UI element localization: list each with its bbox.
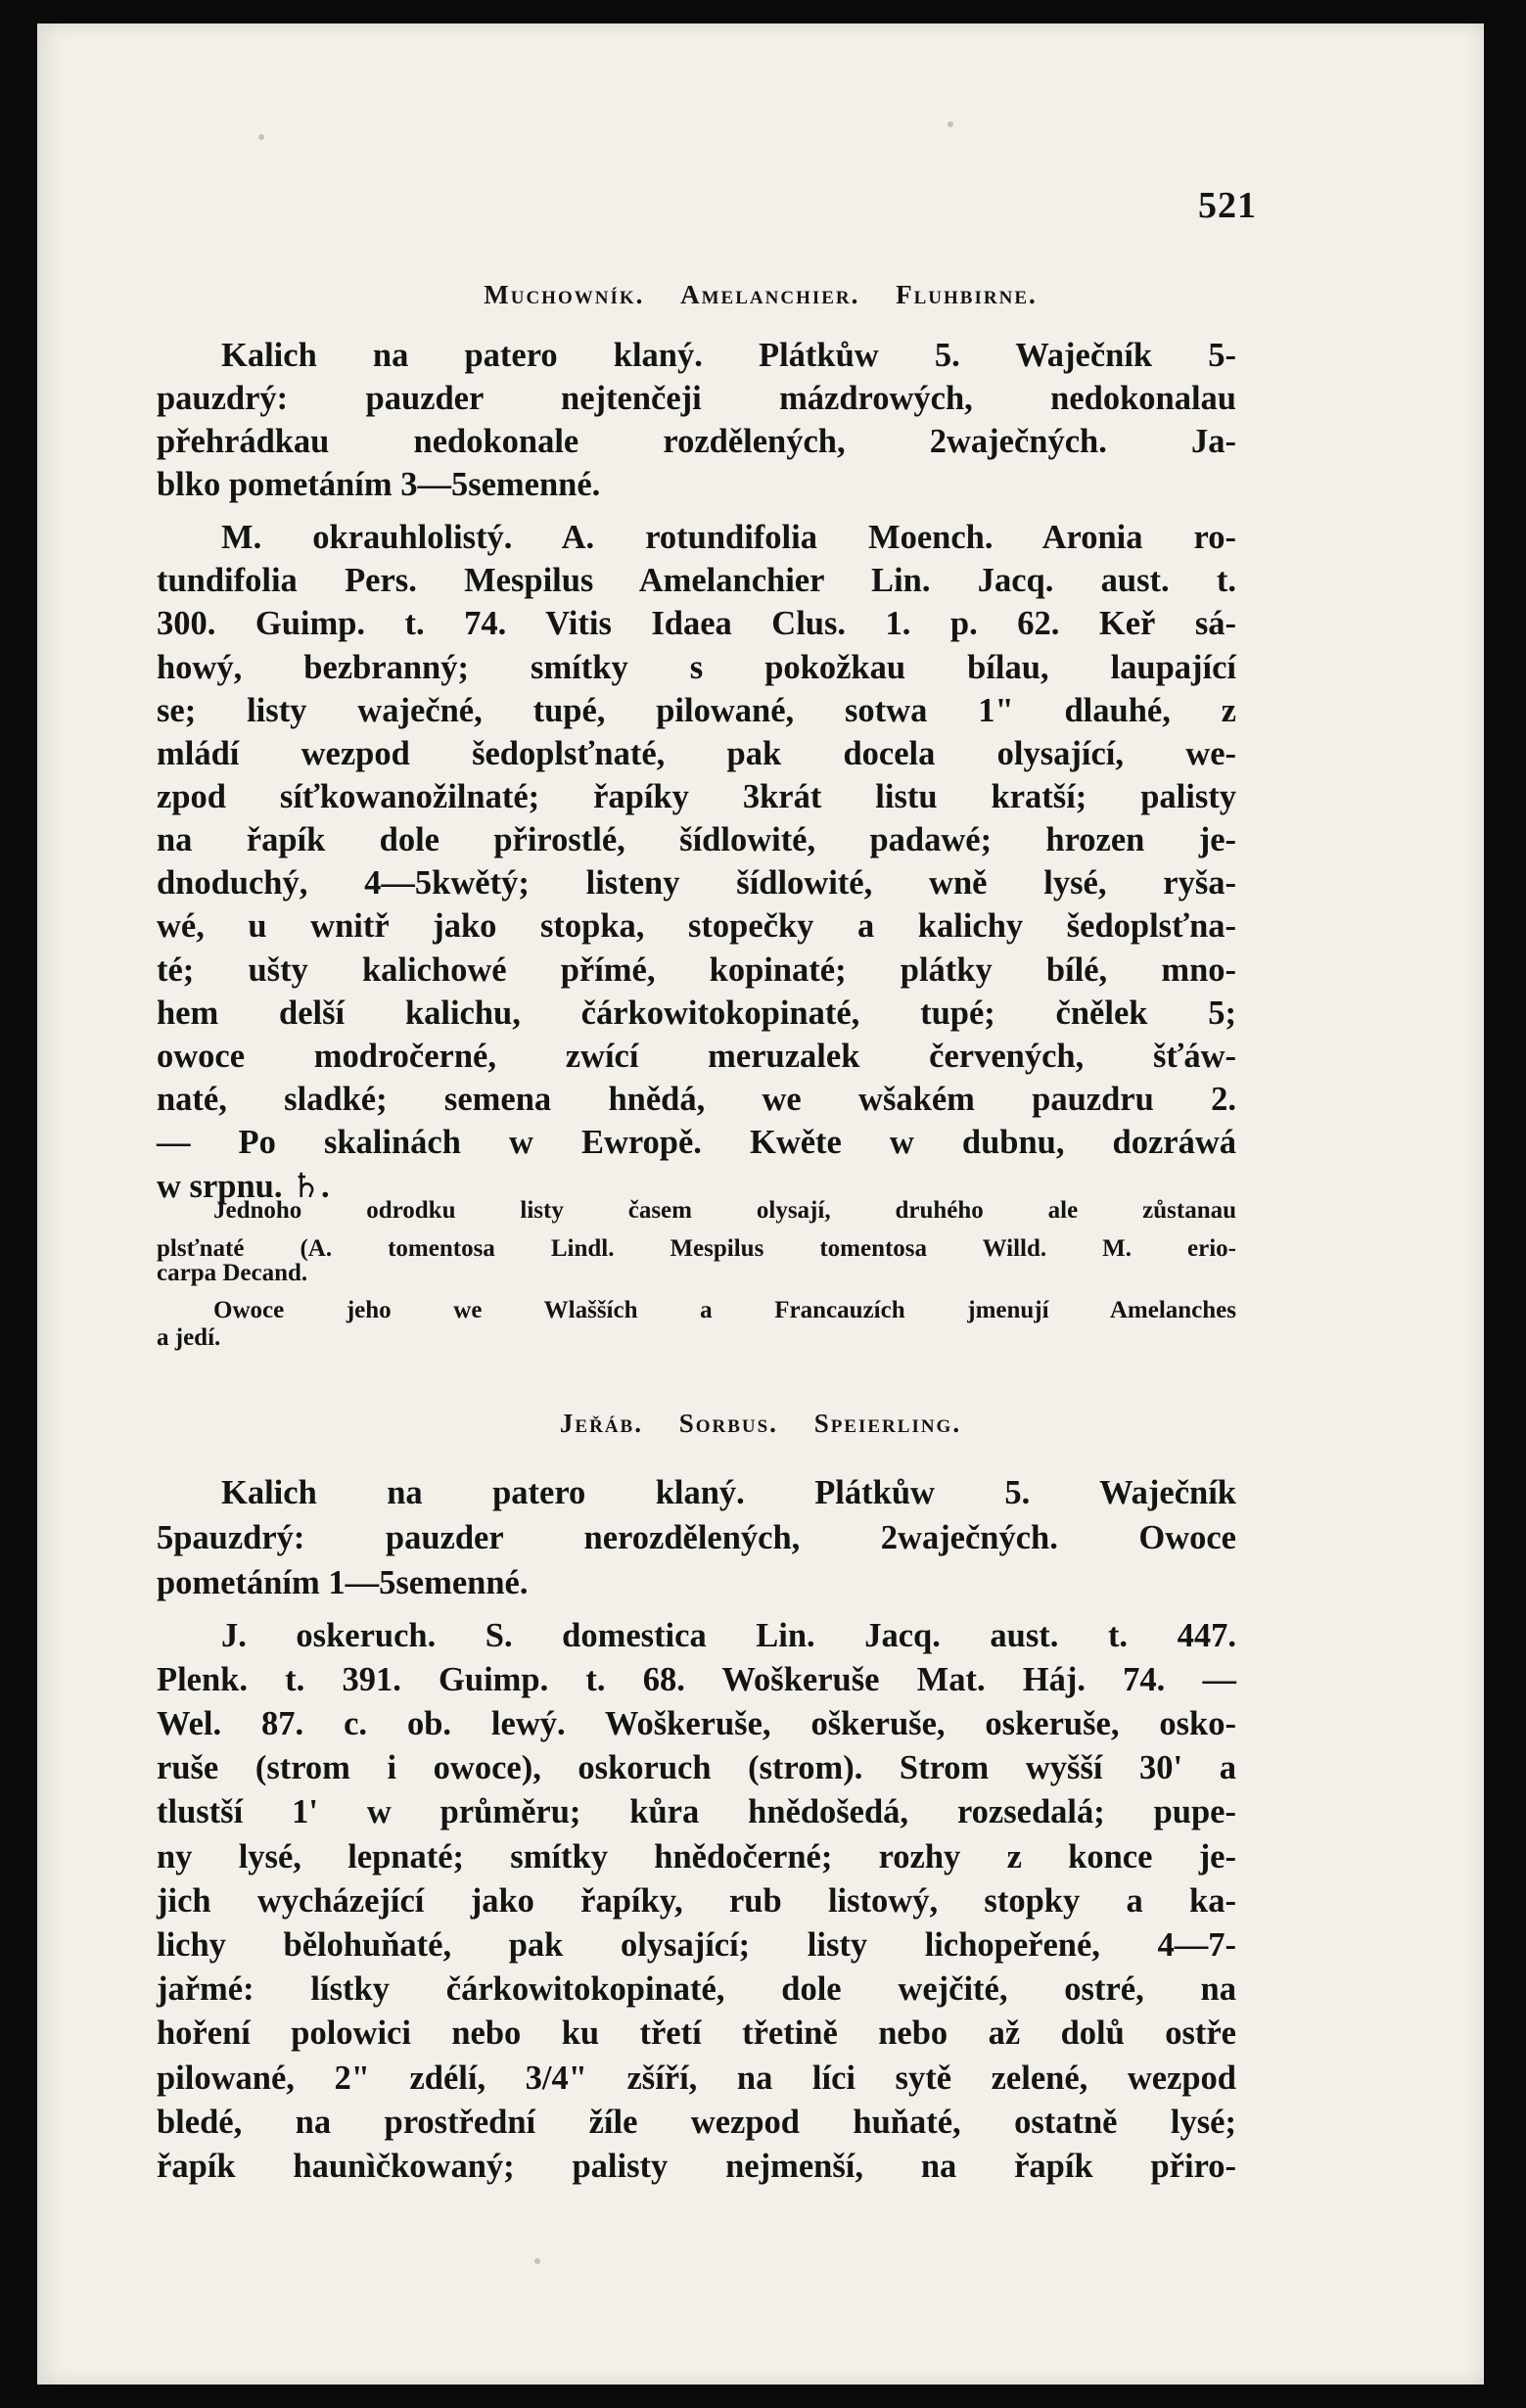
text-line: Plenk. t. 391. Guimp. t. 68. Woškeruše Mat. Háj. 74. —: [157, 1661, 1236, 1698]
text-line: přehrádkau nedokonale rozdělených, 2waječných. Ja-: [157, 423, 1236, 460]
text-line: se; listy waječné, tupé, pilowané, sotwa 1" dlauhé, z: [157, 692, 1236, 729]
text-line: bledé, na prostřední žíle wezpod huňaté, ostatně lysé;: [157, 2104, 1236, 2141]
text-line: dnoduchý, 4—5kwětý; listeny šídlowité, wně lysé, ryša-: [157, 864, 1236, 902]
text-line: jich wycházející jako řapíky, rub listowý, stopky a ka-: [157, 1882, 1236, 1920]
heading-czech: Muchowník.: [484, 280, 645, 309]
text-line: tlustší 1' w průměru; kůra hnědošedá, rozsedalá; pupe-: [157, 1793, 1236, 1830]
text-line: hoření polowici nebo ku třetí třetině nebo až dolů ostře: [157, 2014, 1236, 2052]
text-line: Kalich na patero klaný. Plátkůw 5. Waječník: [221, 1474, 1236, 1511]
page-number: 521: [1198, 185, 1257, 226]
book-page: [37, 23, 1484, 2385]
heading-latin: Sorbus.: [678, 1409, 778, 1438]
text-line: řapík haunìčkowaný; palisty nejmenší, na řapík přiro-: [157, 2148, 1236, 2185]
text-line: jařmé: lístky čárkowitokopinaté, dole wejčité, ostré, na: [157, 1970, 1236, 2008]
heading-czech: Jeřáb.: [559, 1409, 643, 1438]
section-heading-jerab: [37, 1409, 1484, 1439]
text-line: mládí wezpod šedoplsťnaté, pak docela olysající, we-: [157, 735, 1236, 772]
footnote-line: plsťnaté (A. tomentosa Lindl. Mespilus tomentosa Willd. M. erio-: [157, 1235, 1236, 1262]
heading-german: Fluhbirne.: [896, 280, 1038, 309]
text-line: na řapík dole přirostlé, šídlowité, padawé; hrozen je-: [157, 821, 1236, 858]
text-line: pauzdrý: pauzder nejtenčeji mázdrowých, nedokonalau: [157, 380, 1236, 417]
text-line: 5pauzdrý: pauzder nerozdělených, 2waječných. Owoce: [157, 1519, 1236, 1556]
text-line: — Po skalinách w Ewropě. Kwěte w dubnu, dozráwá: [157, 1124, 1236, 1161]
text-line: té; ušty kalichowé přímé, kopinaté; plátky bílé, mno-: [157, 951, 1236, 989]
text-line: ruše (strom i owoce), oskoruch (strom). Strom wyšší 30' a: [157, 1749, 1236, 1786]
text-line: tundifolia Pers. Mespilus Amelanchier Lin. Jacq. aust. t.: [157, 562, 1236, 599]
footnote-line: a jedí.: [157, 1324, 221, 1351]
paper-speck: [258, 134, 264, 140]
text-line: J. oskeruch. S. domestica Lin. Jacq. aust. t. 447.: [221, 1617, 1236, 1654]
text-line: wé, u wnitř jako stopka, stopečky a kalichy šedoplsťna-: [157, 907, 1236, 945]
text-line: ny lysé, lepnaté; smítky hnědočerné; rozhy z konce je-: [157, 1838, 1236, 1875]
text-line: pilowané, 2" zdélí, 3/4" zšíří, na líci sytě zelené, wezpod: [157, 2060, 1236, 2097]
text-line: Kalich na patero klaný. Plátkůw 5. Waječník 5-: [221, 337, 1236, 374]
heading-latin: Amelanchier.: [680, 280, 860, 309]
text-line: M. okrauhlolistý. A. rotundifolia Moench. Aronia ro-: [221, 519, 1236, 556]
text-line: howý, bezbranný; smítky s pokožkau bílau, laupající: [157, 649, 1236, 686]
text-line: lichy bělohuňaté, pak olysající; listy lichopeřené, 4—7-: [157, 1926, 1236, 1964]
text-line: hem delší kalichu, čárkowitokopinaté, tupé; čnělek 5;: [157, 995, 1236, 1032]
text-line: w srpnu. ♄.: [157, 1168, 330, 1205]
footnote-line: Jednoho odrodku listy časem olysají, druhého ale zůstanau: [213, 1197, 1236, 1224]
page-text: [37, 23, 1484, 2385]
footnote-line: Owoce jeho we Wlašších a Francauzích jmenují Amelanches: [213, 1297, 1236, 1323]
text-line: 300. Guimp. t. 74. Vitis Idaea Clus. 1. p. 62. Keř sá-: [157, 605, 1236, 642]
footnote-line: carpa Decand.: [157, 1260, 308, 1286]
text-line: naté, sladké; semena hnědá, we wšakém pauzdru 2.: [157, 1081, 1236, 1118]
text-line: blko pometáním 3—5semenné.: [157, 466, 601, 503]
text-line: Wel. 87. c. ob. lewý. Woškeruše, oškeruše, oskeruše, osko-: [157, 1705, 1236, 1742]
text-line: zpod síťkowanožilnaté; řapíky 3krát listu kratší; palisty: [157, 778, 1236, 815]
text-line: pometáním 1—5semenné.: [157, 1564, 529, 1601]
text-line: owoce modročerné, zwící meruzalek červených, šťáw-: [157, 1038, 1236, 1075]
paper-speck: [534, 2258, 540, 2264]
heading-german: Speierling.: [813, 1409, 962, 1438]
section-heading-muchownik: [37, 280, 1484, 310]
paper-speck: [948, 121, 953, 127]
